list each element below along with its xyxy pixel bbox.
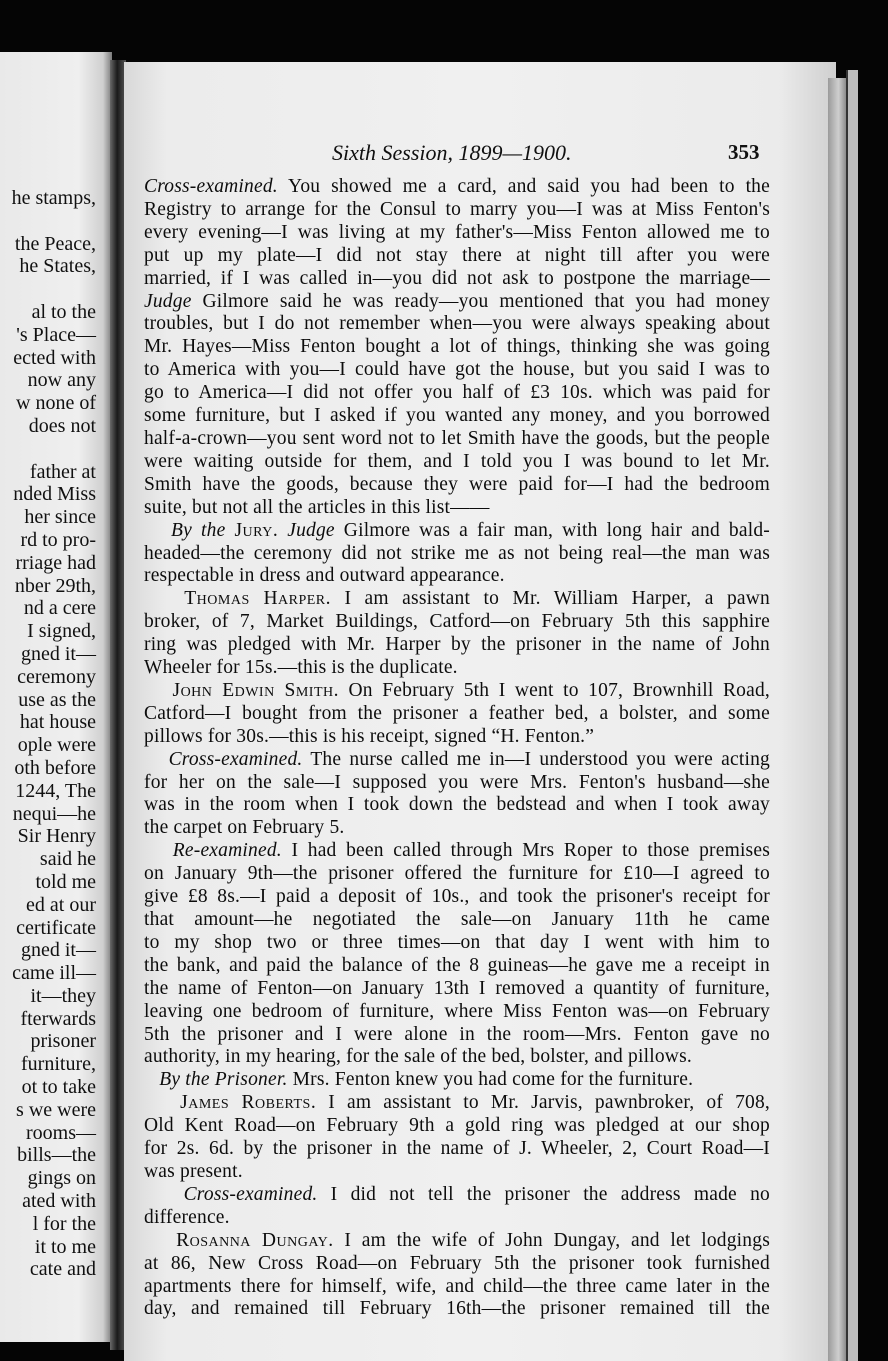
text-line: the bank, and paid the balance of the 8 guineas—he gave me a receipt in [144,954,770,976]
left-page-text [0,187,96,1281]
left-line: came ill— [12,962,96,985]
text-line: suite, but not all the articles in this list—— [144,496,490,518]
text-line: were waiting outside for them, and I told you I was bound to let Mr. [144,450,770,472]
left-line: al to the [31,300,96,323]
text-line: was in the room when I took down the bedstead and when I took away [144,794,770,816]
text-line: that amount—he negotiated the sale—on January 11th he came [144,909,770,930]
page-edge-inner [846,70,858,1361]
left-line: her since [24,506,96,529]
text-line: Mr. Hayes—Miss Fenton bought a lot of things, thinking she was going [144,336,770,358]
line-text: I did not tell the prisoner the address made no [317,1183,771,1205]
left-line: 's Place— [16,323,96,346]
text-line: the carpet on February 5. [144,817,345,839]
left-line: ed at our [26,893,96,916]
text-line: Smith have the goods, because they were paid for—I had the bedroom [144,473,770,495]
left-line: ated with [22,1190,96,1213]
text-line: every evening—I was living at my father's—Miss Fenton allowed me to [144,221,770,243]
text-line [144,176,770,199]
line-text: I am the wife of John Dungay, and let lodgings [333,1229,770,1251]
left-line: gings on [27,1167,96,1190]
text-line: give £8 8s.—I paid a deposit of 10s., and took the prisoner's receipt for [144,886,770,908]
text-line: difference. [144,1206,230,1228]
left-line: now any [27,369,96,392]
left-line: he stamps, [11,187,96,209]
speaker-label: Re-examined. [172,840,282,862]
left-line [0,278,96,301]
left-line: nd a cere [23,597,96,620]
left-line: nber 29th, [14,574,96,597]
left-line: oth before [14,756,96,779]
line-text: Gilmore said he was ready—you mentioned that you had money [191,290,770,312]
left-line: prisoner [30,1030,96,1053]
text-line: Old Kent Road—on February 9th a gold ring was pledged at our shop [144,1115,770,1137]
left-line: hat house [19,711,96,734]
witness-name: Rosanna Dungay. [176,1229,334,1251]
witness-name: Thomas Harper. [184,588,332,610]
text-line: Catford—I bought from the prisoner a feather bed, a bolster, and some [144,702,770,724]
text-line: some furniture, but I asked if you wanted any money, and you borrowed [144,405,770,427]
text-line: pillows for 30s.—this is his receipt, signed “H. Fenton.” [144,725,595,747]
left-line: 1244, The [15,779,96,802]
line-text: I had been called through Mrs Roper to those premises [281,840,770,862]
left-line: said he [39,848,96,871]
text-line: 5th the prisoner and I were alone in the room—Mrs. Fenton gave no [144,1023,770,1045]
left-line: it to me [34,1235,96,1258]
text-line: to my shop two or three times—on that day I went with him to [144,931,770,953]
speaker-label: Cross-examined. [144,176,278,197]
left-line: l for the [32,1212,96,1235]
text-line: troubles, but I do not remember when—you were always speaking about [144,313,770,335]
text-line: on January 9th—the prisoner offered the furniture for £10—I agreed to [144,863,770,885]
text-line: the name of Fenton—on January 13th I removed a quantity of furniture, [144,977,770,999]
left-line: certificate [16,916,96,939]
text-line: headed—the ceremony did not strike me as not being real—the man was [144,542,770,564]
left-line: cate and [29,1258,96,1281]
text-line [144,749,770,772]
text-line [144,1069,770,1092]
left-line: s we were [16,1098,96,1121]
left-line: w none of [16,392,96,415]
page-body [144,176,770,1321]
speaker-label: By the Prisoner. [159,1069,288,1091]
speaker-label: Cross-examined. [168,748,303,770]
left-line [0,438,96,461]
left-line: gned it— [21,939,96,962]
text-line: to America with you—I could have got the house, but you said I was to [144,359,770,381]
text-line [144,520,770,543]
line-text: I am assistant to Mr. William Harper, a pawn [331,588,771,610]
text-line: Wheeler for 15s.—this is the duplicate. [144,657,458,679]
text-line [144,680,770,703]
speaker-name: Jury. [234,519,279,541]
running-header: Sixth Session, 1899—1900. [332,140,572,165]
left-line: does not [28,414,96,437]
speaker-label: By the [171,519,226,541]
left-line: rriage had [15,551,96,574]
left-line: I signed, [27,620,96,643]
left-line: ceremony [17,665,96,688]
text-line: apartments there for himself, wife, and child—the three came later in the [144,1275,770,1297]
left-line: fterwards [20,1007,96,1030]
text-line: leaving one bedroom of furniture, where Miss Fenton was—on February [144,1000,770,1022]
line-text: On February 5th I went to 107, Brownhill Road, [339,679,770,701]
line-text: I am assistant to Mr. Jarvis, pawnbroker, of 708, [316,1092,771,1114]
text-line: put up my plate—I did not stay there at night till after you were [144,244,770,266]
text-line [144,291,770,314]
text-line [144,1230,770,1253]
left-line: he States, [19,255,96,278]
italic-word: Judge [144,290,192,312]
text-line: day, and remained till February 16th—the prisoner remained till the [144,1298,770,1320]
text-line: was present. [144,1160,243,1182]
left-line: Sir Henry [17,825,96,848]
text-line [144,1184,770,1207]
speaker-label: Cross-examined. [183,1183,318,1205]
witness-name: John Edwin Smith. [172,679,339,701]
text-line: ring was pledged with Mr. Harper by the prisoner in the name of John [144,634,770,656]
text-line: half-a-crown—you sent word not to let Smith have the goods, but the people [144,427,770,449]
left-line: the Peace, [14,232,96,255]
text-line: broker, of 7, Market Buildings, Catford—on February 5th this sapphire [144,611,770,633]
text-line: at 86, New Cross Road—on February 5th the prisoner took furnished [144,1252,770,1274]
line-text: Gilmore was a fair man, with long hair and bald- [334,519,771,541]
left-line: ot to take [21,1076,96,1099]
line-text: Mrs. Fenton knew you had come for the furniture. [287,1069,694,1091]
page-number: 353 [728,140,760,164]
text-line: go to America—I did not offer you half of £3 10s. which was paid for [144,382,770,404]
witness-name: James Roberts. [180,1092,317,1114]
left-line: told me [35,870,96,893]
left-line: it—they [30,984,96,1007]
left-line: use as the [18,688,96,711]
left-line: furniture, [21,1053,96,1076]
line-text: You showed me a card, and said you had been to the [277,176,770,197]
left-line: rd to pro- [20,528,96,551]
text-line [144,588,770,611]
text-line: married, if I was called in—you did not ask to postpone the marriage— [144,267,770,289]
text-line: respectable in dress and outward appearance. [144,565,505,587]
left-line: nded Miss [13,483,96,506]
left-line: father at [29,460,96,483]
text-line: for her on the sale—I supposed you were Mrs. Fenton's husband—she [144,771,770,793]
left-line: nequi—he [12,802,96,825]
left-page [0,52,112,1342]
left-line: ople were [17,734,96,757]
left-line: gned it— [21,642,96,665]
left-line: rooms— [26,1121,96,1144]
left-line [0,210,96,233]
text-line [144,1092,770,1115]
line-text: The nurse called me in—I understood you were acting [302,748,770,770]
italic-word: Judge [287,519,335,541]
left-line: bills—the [17,1144,96,1167]
text-line: Registry to arrange for the Consul to marry you—I was at Miss Fenton's [144,198,770,220]
text-line: for 2s. 6d. by the prisoner in the name of J. Wheeler, 2, Court Road—I [144,1138,770,1160]
text-line [144,840,770,863]
left-line: ected with [13,346,96,369]
text-line: authority, in my hearing, for the sale of the bed, bolster, and pillows. [144,1046,692,1068]
